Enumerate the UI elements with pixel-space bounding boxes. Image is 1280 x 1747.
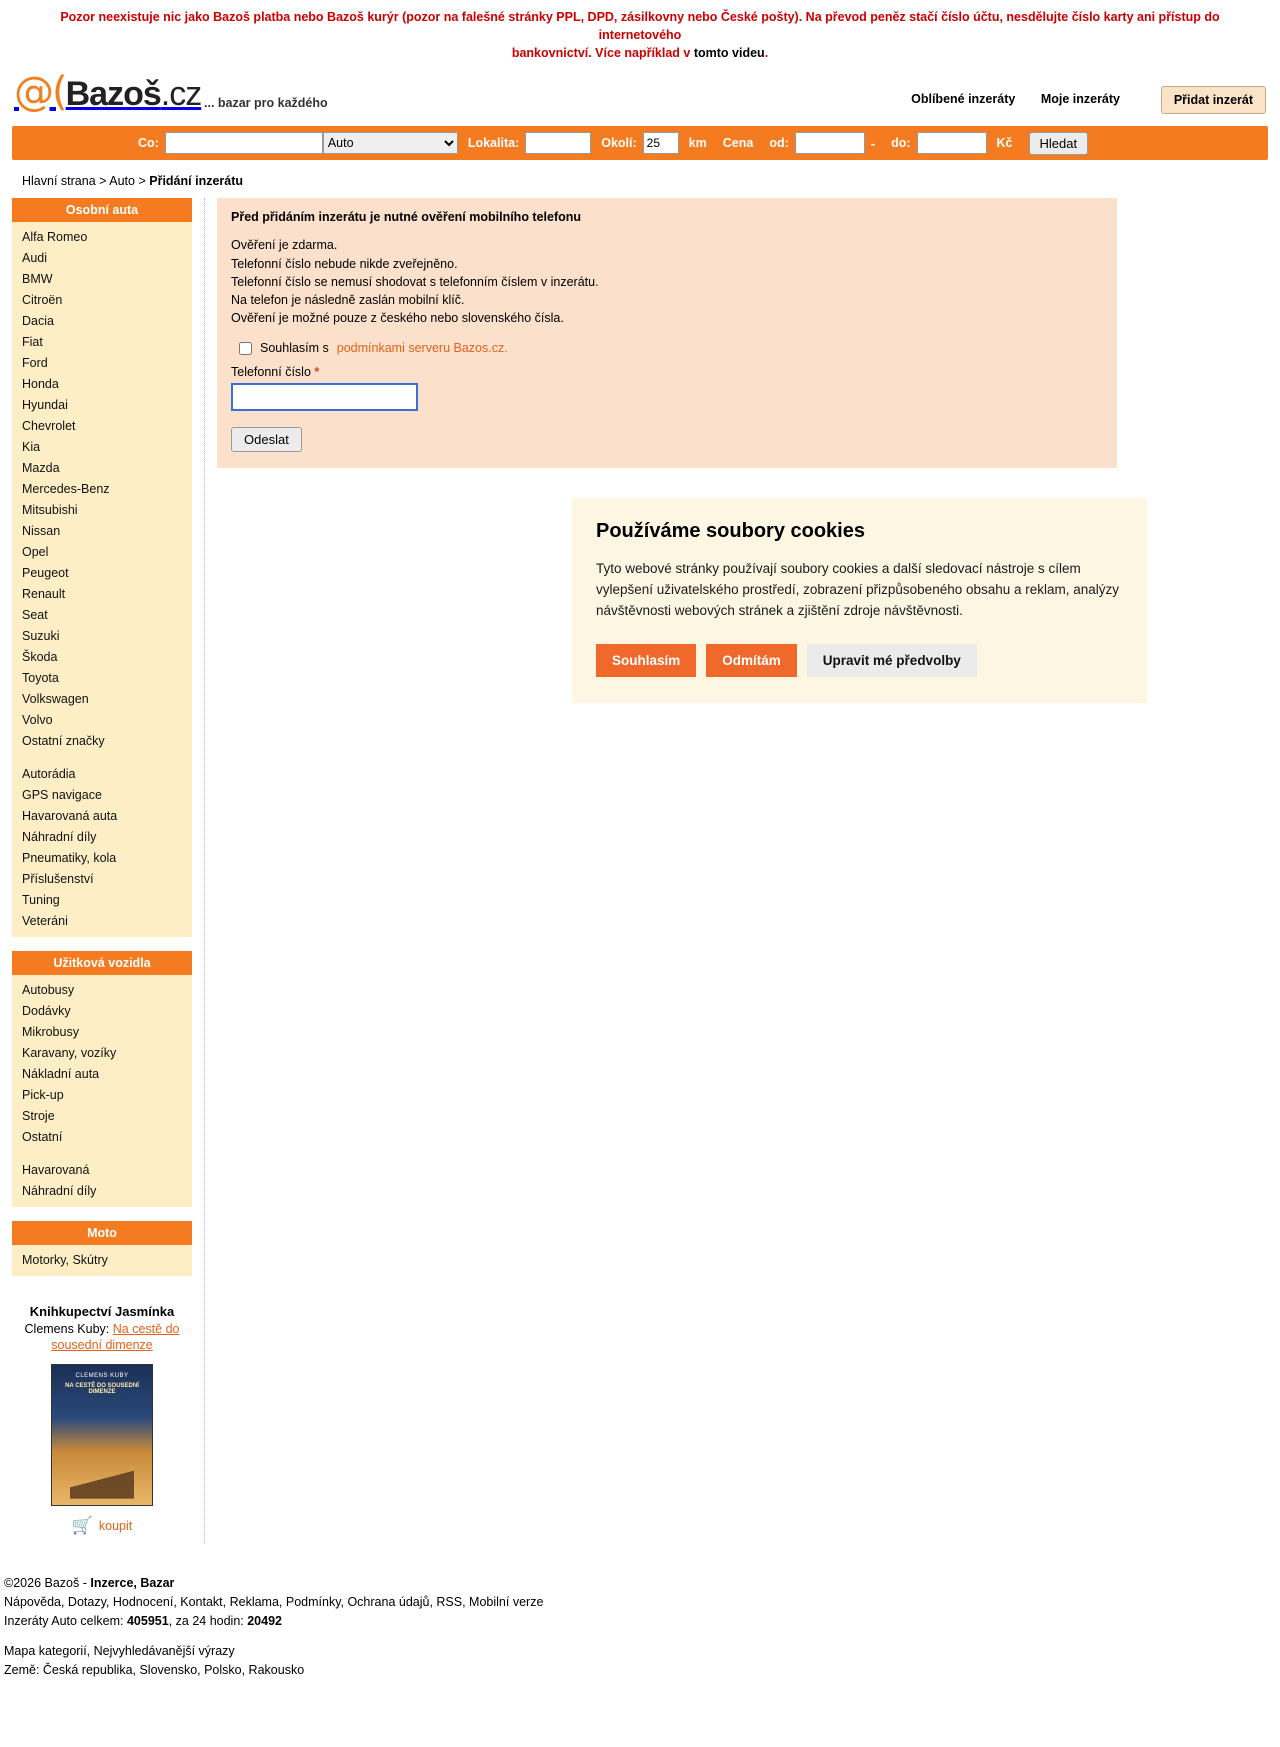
sidebar-item-seat[interactable]: Seat bbox=[22, 607, 48, 622]
label-kc: Kč bbox=[996, 136, 1013, 151]
sidebar-item-accessories[interactable]: Příslušenství bbox=[22, 871, 94, 886]
site-footer bbox=[0, 1568, 1280, 1701]
category-box-title: Užitková vozidla bbox=[12, 951, 192, 975]
footer-map-links[interactable]: Mapa kategorií, Nejvyhledávanější výrazy bbox=[4, 1643, 235, 1658]
sidebar-item-volkswagen[interactable]: Volkswagen bbox=[22, 691, 89, 706]
sidebar-item-mercedes-benz[interactable]: Mercedes-Benz bbox=[22, 481, 110, 496]
sidebar-item-volvo[interactable]: Volvo bbox=[22, 712, 53, 727]
sidebar-item-other-brands[interactable]: Ostatní značky bbox=[22, 733, 105, 748]
cookie-accept-button[interactable]: Souhlasím bbox=[596, 644, 696, 677]
footer-spacer bbox=[4, 1632, 1280, 1642]
footer-copyright-text: ©2026 Bazoš - bbox=[4, 1575, 91, 1590]
cart-icon: 🛒 bbox=[71, 1515, 93, 1535]
sidebar-item-mazda[interactable]: Mazda bbox=[22, 460, 60, 475]
sidebar-item-hyundai[interactable]: Hyundai bbox=[22, 397, 68, 412]
footer-stats-pre: Inzeráty Auto celkem: bbox=[4, 1614, 127, 1629]
breadcrumb-sep-2: > bbox=[138, 174, 146, 189]
sidebar-item-crashed-cars[interactable]: Havarovaná auta bbox=[22, 808, 118, 823]
sidebar-item-car-radios[interactable]: Autorádia bbox=[22, 766, 76, 781]
sidebar-item-tuning[interactable]: Tuning bbox=[22, 892, 60, 907]
warning-line-2-post: . bbox=[764, 46, 769, 61]
search-input-radius[interactable] bbox=[643, 132, 679, 154]
sidebar-item-peugeot[interactable]: Peugeot bbox=[22, 565, 69, 580]
site-header bbox=[0, 66, 1280, 122]
label-co: Co: bbox=[138, 136, 159, 151]
sidebar-item-crashed[interactable]: Havarovaná bbox=[22, 1162, 90, 1177]
footer-copyright bbox=[4, 1574, 1280, 1593]
search-input-price-to[interactable] bbox=[917, 132, 987, 154]
sidebar-item-motorcycles[interactable]: Motorky, Skútry bbox=[22, 1252, 108, 1267]
verification-line-2: Telefonní číslo nebude nikde zveřejněno. bbox=[231, 256, 458, 271]
sidebar-item-caravans[interactable]: Karavany, vozíky bbox=[22, 1045, 117, 1060]
search-button[interactable]: Hledat bbox=[1029, 132, 1089, 155]
verification-line-3: Telefonní číslo se nemusí shodovat s telefonním číslem v inzerátu. bbox=[231, 274, 599, 289]
cookie-text: Tyto webové stránky používají soubory cookies a další sledovací nástroje s cílem vylepšení uživatelského prostředí, zobrazení přizpůsobeného obsahu a reklam, analýzy návštěvnosti webových stránek a zjištění zdroje návštěvnosti. bbox=[596, 561, 1120, 618]
link-favourite-ads[interactable]: Oblíbené inzeráty bbox=[911, 92, 1016, 107]
logo-text: Bazoš.cz bbox=[65, 75, 202, 114]
sidebar-item-skoda[interactable]: Škoda bbox=[22, 649, 58, 664]
book-cover-author: CLEMENS KUBY bbox=[75, 1372, 129, 1379]
category-list-utility bbox=[12, 975, 192, 1207]
buy-row bbox=[16, 1516, 188, 1536]
footer-countries[interactable]: Země: Česká republika, Slovensko, Polsko, Rakousko bbox=[4, 1663, 305, 1678]
required-marker: * bbox=[314, 365, 320, 379]
label-lokalita: Lokalita: bbox=[467, 136, 520, 151]
sidebar-item-pickup[interactable]: Pick-up bbox=[22, 1087, 64, 1102]
breadcrumb-home[interactable]: Hlavní strana bbox=[22, 174, 96, 189]
search-input-locality[interactable] bbox=[525, 132, 591, 154]
verification-info bbox=[231, 236, 1103, 327]
cookie-reject-button[interactable]: Odmítám bbox=[706, 644, 797, 677]
cookie-customize-button[interactable]: Upravit mé předvolby bbox=[807, 644, 977, 677]
search-input-query[interactable] bbox=[165, 132, 323, 154]
sidebar-item-kia[interactable]: Kia bbox=[22, 439, 41, 454]
site-slogan: ... bazar pro každého bbox=[204, 96, 328, 111]
sidebar-item-other[interactable]: Ostatní bbox=[22, 1129, 63, 1144]
sidebar-item-machines[interactable]: Stroje bbox=[22, 1108, 55, 1123]
search-input-price-from[interactable] bbox=[795, 132, 865, 154]
footer-stats-total: 405951 bbox=[126, 1614, 169, 1629]
add-ad-button[interactable]: Přidat inzerát bbox=[1161, 86, 1266, 114]
link-my-ads[interactable]: Moje inzeráty bbox=[1040, 92, 1120, 107]
book-cover-title: NA CESTĚ DO SOUSEDNÍ DIMENZE bbox=[65, 1382, 139, 1395]
sidebar-gap bbox=[12, 751, 192, 763]
category-list-cars bbox=[12, 222, 192, 937]
breadcrumb-sep-1: > bbox=[99, 174, 107, 189]
category-box-moto bbox=[12, 1221, 192, 1276]
phone-label-text: Telefonní číslo bbox=[231, 365, 311, 379]
sidebar-item-minibuses[interactable]: Mikrobusy bbox=[22, 1024, 79, 1039]
cookie-title: Používáme soubory cookies bbox=[596, 520, 865, 542]
buy-link[interactable]: koupit bbox=[98, 1518, 133, 1533]
category-box-title: Osobní auta bbox=[12, 198, 192, 222]
phone-field-label bbox=[231, 365, 1103, 379]
sidebar-item-mitsubishi[interactable]: Mitsubishi bbox=[22, 502, 78, 517]
sidebar-item-dacia[interactable]: Dacia bbox=[22, 313, 54, 328]
sidebar-item-suzuki[interactable]: Suzuki bbox=[22, 628, 60, 643]
phone-number-input[interactable] bbox=[231, 383, 418, 411]
footer-copyright-bold: Inzerce, Bazar bbox=[90, 1575, 175, 1590]
header-links bbox=[889, 92, 1120, 106]
search-category-select[interactable] bbox=[323, 132, 458, 154]
sidebar-item-tyres-wheels[interactable]: Pneumatiky, kola bbox=[22, 850, 117, 865]
sidebar-item-gps[interactable]: GPS navigace bbox=[22, 787, 102, 802]
book-cover-image[interactable] bbox=[51, 1364, 153, 1506]
ad-subtitle bbox=[16, 1322, 188, 1353]
footer-stats bbox=[4, 1612, 1280, 1631]
sidebar-item-chevrolet[interactable]: Chevrolet bbox=[22, 418, 76, 433]
search-bar bbox=[12, 126, 1268, 160]
breadcrumb-current: Přidání inzerátu bbox=[149, 174, 244, 189]
category-box-utility bbox=[12, 951, 192, 1207]
sidebar-item-renault[interactable]: Renault bbox=[22, 586, 66, 601]
sidebar-item-vans[interactable]: Dodávky bbox=[22, 1003, 71, 1018]
main-content bbox=[205, 198, 1268, 702]
sidebar-item-trucks[interactable]: Nákladní auta bbox=[22, 1066, 100, 1081]
terms-checkbox[interactable] bbox=[239, 342, 252, 355]
warning-video-link[interactable]: tomto videu bbox=[693, 46, 765, 61]
sidebar-item-toyota[interactable]: Toyota bbox=[22, 670, 59, 685]
footer-stats-day: 20492 bbox=[247, 1614, 282, 1629]
verification-title: Před přidáním inzerátu je nutné ověření mobilního telefonu bbox=[231, 210, 582, 225]
fraud-warning-banner bbox=[0, 0, 1280, 66]
at-sign-icon: @( bbox=[14, 69, 66, 116]
verification-line-4: Na telefon je následně zaslán mobilní klíč. bbox=[231, 292, 465, 307]
cookie-buttons bbox=[596, 644, 1123, 677]
sidebar-item-bmw[interactable]: BMW bbox=[22, 271, 53, 286]
breadcrumb-category[interactable]: Auto bbox=[109, 174, 135, 189]
verification-line-5: Ověření je možné pouze z českého nebo slovenského čísla. bbox=[231, 310, 564, 325]
sidebar-advertisement bbox=[12, 1290, 192, 1543]
main-columns bbox=[0, 198, 1280, 1543]
label-do: do: bbox=[891, 136, 911, 151]
cookie-consent-banner bbox=[572, 498, 1147, 703]
price-range-dash: - bbox=[870, 135, 876, 151]
label-cena: Cena bbox=[722, 136, 754, 151]
sidebar-item-audi[interactable]: Audi bbox=[22, 250, 48, 265]
site-logo[interactable] bbox=[14, 69, 202, 116]
sidebar-item-utility-spare-parts[interactable]: Náhradní díly bbox=[22, 1183, 97, 1198]
footer-stats-mid: , za 24 hodin: bbox=[168, 1614, 248, 1629]
warning-line-1: Pozor neexistuje nic jako Bazoš platba nebo Bazoš kurýr (pozor na falešné stránky PPL, DPD, zásilkovny nebo České pošty). Na převod peněz stačí číslo účtu, nesdělujte číslo karty ani přístup do internetového bbox=[60, 10, 1220, 43]
warning-line-2-pre: bankovnictví. Více například v bbox=[511, 46, 694, 61]
breadcrumb bbox=[22, 174, 1280, 188]
sidebar-item-honda[interactable]: Honda bbox=[22, 376, 59, 391]
verification-line-1: Ověření je zdarma. bbox=[231, 238, 338, 253]
sidebar-item-buses[interactable]: Autobusy bbox=[22, 982, 75, 997]
sidebar-item-citroen[interactable]: Citroën bbox=[22, 292, 63, 307]
category-box-cars bbox=[12, 198, 192, 937]
book-cover-art bbox=[70, 1471, 134, 1499]
ad-author: Clemens Kuby: bbox=[24, 1322, 110, 1337]
sidebar-item-alfa-romeo[interactable]: Alfa Romeo bbox=[22, 229, 88, 244]
label-km: km bbox=[688, 136, 707, 151]
sidebar-gap bbox=[12, 1147, 192, 1159]
ad-book-link[interactable]: Na cestě do sousední dimenze bbox=[51, 1322, 180, 1352]
label-od: od: bbox=[769, 136, 789, 151]
submit-button[interactable]: Odeslat bbox=[231, 427, 302, 452]
sidebar-item-fiat[interactable]: Fiat bbox=[22, 334, 43, 349]
sidebar bbox=[12, 198, 205, 1543]
terms-label: Souhlasím s bbox=[260, 341, 329, 355]
footer-links[interactable]: Nápověda, Dotazy, Hodnocení, Kontakt, Reklama, Podmínky, Ochrana údajů, RSS, Mobilní verze bbox=[4, 1595, 544, 1609]
sidebar-item-spare-parts[interactable]: Náhradní díly bbox=[22, 829, 97, 844]
terms-link[interactable]: podmínkami serveru Bazos.cz. bbox=[336, 341, 508, 355]
category-list-moto bbox=[12, 1245, 192, 1276]
phone-verification-panel bbox=[217, 198, 1117, 468]
sidebar-item-nissan[interactable]: Nissan bbox=[22, 523, 61, 538]
sidebar-item-veterans[interactable]: Veteráni bbox=[22, 913, 68, 928]
label-okoli: Okolí: bbox=[601, 136, 637, 151]
sidebar-item-ford[interactable]: Ford bbox=[22, 355, 48, 370]
category-box-title: Moto bbox=[12, 1221, 192, 1245]
sidebar-item-opel[interactable]: Opel bbox=[22, 544, 49, 559]
ad-title: Knihkupectví Jasmínka bbox=[29, 1304, 175, 1320]
terms-agreement-row bbox=[239, 341, 1103, 355]
